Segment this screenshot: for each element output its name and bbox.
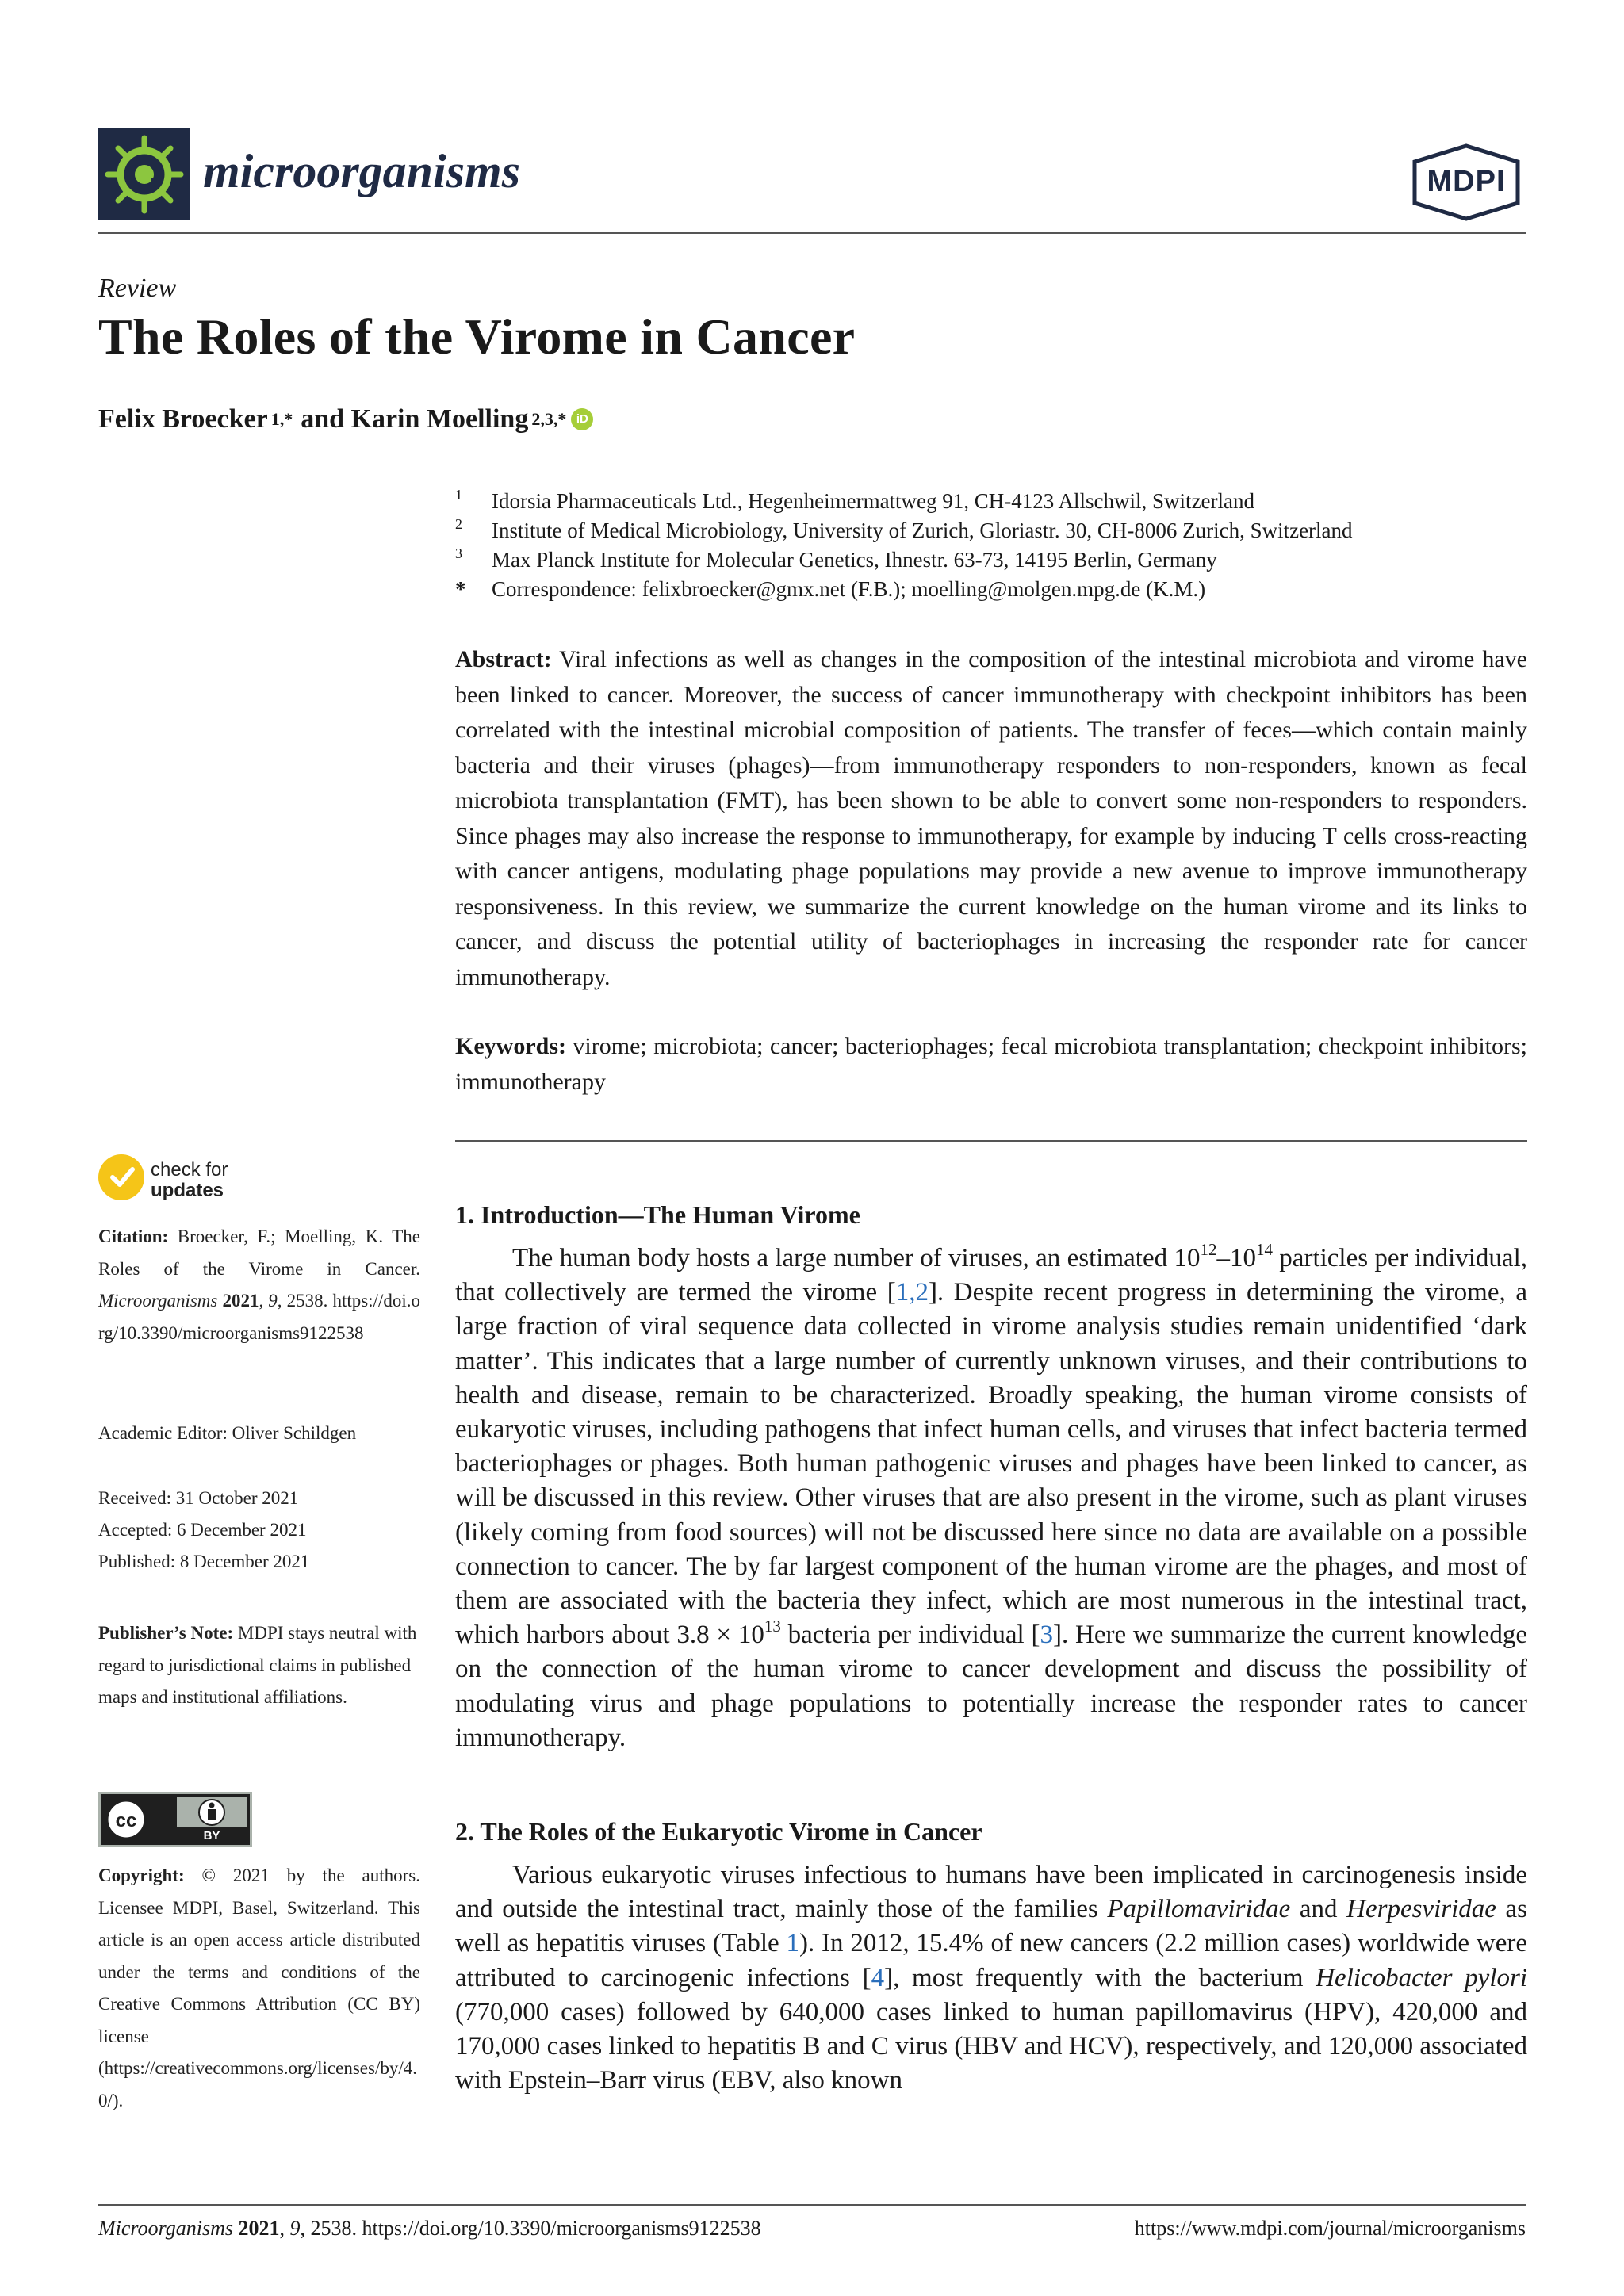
- affiliation-item: [455, 516, 1534, 545]
- author-list: [98, 404, 593, 434]
- affiliation-text: Idorsia Pharmaceuticals Ltd., Hegenheimermattweg 91, CH-4123 Allschwil, Switzerland: [492, 489, 1255, 513]
- cc-by-label: BY: [203, 1829, 220, 1843]
- keywords: [455, 1029, 1527, 1100]
- footer-year: 2021: [238, 2217, 280, 2240]
- header-divider: [98, 232, 1526, 234]
- footer-journal: Microorganisms: [98, 2217, 233, 2240]
- copyright-text: © 2021 by the authors. Licensee MDPI, Basel, Switzerland. This article is an open access article distributed under the terms and conditions of the Creative Commons Attribution (CC BY) license (https://creativecommons.org/licenses/by/4.0/).: [98, 1866, 420, 2110]
- check-label: check for: [151, 1159, 228, 1181]
- received-date: Received: 31 October 2021: [98, 1488, 299, 1508]
- abstract-text: Viral infections as well as changes in the composition of the intestinal microbiota and virome have been linked to cancer. Moreover, the success of cancer immunotherapy with checkpoint inhibitors has been correlated with the intestinal microbial composition of patients. The transfer of feces—which contain mainly bacteria and their viruses (phages)—from immunotherapy responders to non-responders, known as fecal microbiota transplantation (FMT), has been shown to be able to convert some non-responders to responders. Since phages may also increase the response to immunotherapy, for example by inducing T cells cross-reacting with cancer antigens, modulating phage populations may provide a new avenue to improve immunotherapy responsiveness. In this review, we summarize the current knowledge on the human virome and its links to cancer, and discuss the potential utility of bacteriophages in increasing the responder rate for cancer immunotherapy.: [455, 646, 1527, 990]
- section-paragraph: Various eukaryotic viruses infectious to humans have been implicated in carcinogenesis inside and outside the intestinal tract, mainly those of the families Papillomaviridae and Herpesviridae as well as hepatitis viruses (Table 1). In 2012, 15.4% of new cancers (2.2 million cases) worldwide were attributed to carcinogenic infections [4], most frequently with the bacterium Helicobacter pylori (770,000 cases) followed by 640,000 cases linked to human papillomavirus (HPV), 420,000 and 170,000 cases linked to hepatitis B and C virus (HBV and HCV), respectively, and 120,000 associated with Epstein–Barr virus (EBV, also known: [455, 1861, 1528, 2095]
- citation-link[interactable]: 2: [915, 1278, 929, 1307]
- author-name[interactable]: and Karin Moelling: [301, 404, 529, 434]
- accepted-date: Accepted: 6 December 2021: [98, 1520, 307, 1540]
- affiliation-item: [455, 487, 1534, 516]
- citation-link[interactable]: 1: [895, 1278, 910, 1307]
- footer-divider: [98, 2204, 1526, 2206]
- footer-journal-link[interactable]: https://www.mdpi.com/journal/microorganisms: [1134, 2217, 1526, 2240]
- svg-text:cc: cc: [115, 1810, 137, 1831]
- footer-doi-link[interactable]: , 2538. https://doi.org/10.3390/microorganisms9122538: [300, 2217, 761, 2240]
- mdpi-logo-text: MDPI: [1427, 165, 1506, 198]
- abstract-divider: [455, 1140, 1527, 1142]
- copyright-label: Copyright:: [98, 1866, 185, 1885]
- keywords-text: virome; microbiota; cancer; bacteriophages; fecal microbiota transplantation; checkpoint inhibitors; immunotherapy: [455, 1033, 1528, 1095]
- citation-link[interactable]: 4: [871, 1963, 885, 1992]
- orcid-icon[interactable]: iD: [571, 408, 593, 430]
- publisher-note-text: MDPI stays neutral with regard to jurisdictional claims in published maps and institutional affiliations.: [98, 1623, 417, 1707]
- published-date: Published: 8 December 2021: [98, 1552, 310, 1571]
- affiliation-item: [455, 545, 1534, 575]
- journal-logo: [98, 128, 190, 220]
- checkmark-icon: [106, 1161, 138, 1192]
- section-heading: 1. Introduction—The Human Virome: [455, 1200, 860, 1229]
- affiliation-text: Institute of Medical Microbiology, University of Zurich, Gloriastr. 30, CH-8006 Zurich, Switzerland: [492, 519, 1353, 542]
- author-name[interactable]: Felix Broecker: [98, 404, 268, 434]
- citation: Citation: Broecker, F.; Moelling, K. The Roles of the Virome in Cancer. Microorganisms 2021, 9, 2538. https://doi.org/10.3390/microorganisms9122538: [98, 1226, 421, 1343]
- citation-volume: 9: [268, 1291, 278, 1311]
- citation-text: Broecker, F.; Moelling, K. The Roles of the Virome in Cancer.: [98, 1226, 420, 1279]
- citation-doi[interactable]: , 2538. https://doi.org/10.3390/microorganisms9122538: [98, 1291, 421, 1343]
- updates-label: updates: [151, 1180, 224, 1201]
- correspondence-text[interactable]: Correspondence: felixbroecker@gmx.net (F.B.); moelling@molgen.mpg.de (K.M.): [492, 577, 1206, 601]
- check-for-updates-button[interactable]: [98, 1154, 265, 1205]
- author-affiliation-marker: 1,*: [270, 409, 293, 429]
- affiliations-list: [455, 487, 1534, 604]
- citation-label: Citation:: [98, 1226, 169, 1246]
- copyright: [98, 1860, 420, 2117]
- mdpi-logo: [1407, 143, 1526, 222]
- affiliation-number: 3: [455, 545, 462, 561]
- author-affiliation-marker: 2,3,*: [531, 409, 567, 429]
- journal-name: microorganisms: [203, 145, 521, 197]
- footer-citation: Microorganisms 2021, 9, 2538. https://doi.org/10.3390/microorganisms9122538: [98, 2217, 761, 2240]
- citation-year: 2021: [222, 1291, 259, 1311]
- academic-editor: Academic Editor: Oliver Schildgen: [98, 1423, 357, 1443]
- abstract-label: Abstract:: [455, 646, 552, 672]
- publisher-note: [98, 1617, 420, 1714]
- correspondence-item: [455, 575, 1534, 604]
- table-link[interactable]: 1: [786, 1929, 799, 1958]
- article-title: The Roles of the Virome in Cancer: [98, 308, 856, 365]
- publisher-note-label: Publisher’s Note:: [98, 1623, 234, 1643]
- section-heading: 2. The Roles of the Eukaryotic Virome in Cancer: [455, 1817, 982, 1846]
- microorganism-logo-icon: [98, 128, 190, 220]
- keywords-label: Keywords:: [455, 1033, 566, 1059]
- citation-link[interactable]: 3: [1040, 1621, 1053, 1650]
- footer-volume: 9: [289, 2217, 301, 2240]
- abstract: [455, 642, 1527, 995]
- cc-by-license-badge[interactable]: [98, 1792, 252, 1847]
- section-paragraph: The human body hosts a large number of viruses, an estimated $10^{12}-10^{14}$ particles per individual, that collectively are termed the virome [1,2]. Despite recent progress in determining the virome, a large fraction of viral sequence data collected in virome analysis studies remain unidentified ‘dark matter’. This indicates that a large number of currently unknown viruses, and their contributions to health and disease, remain to be characterized. Broadly speaking, the human virome consists of eukaryotic viruses, including pathogens that infect human cells, and viruses that infect bacteria termed bacteriophages or phages. Both human pathogenic viruses and phages have been linked to cancer, as will be discussed in this review. Other viruses that are also present in the virome, such as plant viruses (likely coming from food sources) will not be discussed here since no data are available on a possible connection to cancer. The by far largest component of the human virome are the phages, and most of them are associated with the bacteria they infect, which are most numerous in the intestinal tract, which harbors about $3.8 \times 10^{13}$ bacteria per individual [3]. Here we summarize the current knowledge on the connection of the human virome to cancer development and discuss the possibility of modulating virus and phage populations to potentially increase the responder rates to cancer immunotherapy.: [455, 1240, 1527, 1752]
- article-type: Review: [98, 274, 177, 303]
- affiliation-number: 1: [455, 487, 462, 503]
- citation-journal: Microorganisms: [98, 1291, 218, 1311]
- correspondence-marker: *: [455, 577, 466, 601]
- affiliation-text: Max Planck Institute for Molecular Genetics, Ihnestr. 63-73, 14195 Berlin, Germany: [492, 548, 1217, 572]
- affiliation-number: 2: [455, 516, 462, 532]
